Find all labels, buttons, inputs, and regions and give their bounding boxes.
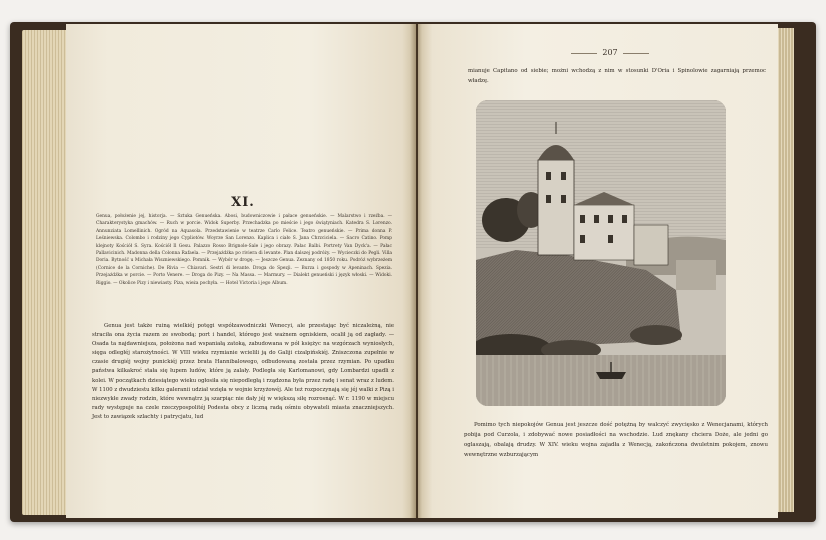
building-window-2 [594, 215, 599, 223]
building-window-6 [608, 235, 613, 243]
chapter-summary: Genua, położenie jej, historja. — Sztuka Genueńska. Abosi, budowniczowie i pałace genueńskie. — Malarstwo i rzeźba. — Charakterystyka gmachów. — Ruch w porcie. Widok Superby. Przechadzka po mieście i jego świątyniach. Katedra S. Lorenzo. Annunziata Lomellinich. Ogród na Aquasola. Przedstawienie w teatrze Carlo Felice. Teatro genueńskie. — Prima donna P. Leśniewska. Colombo i rodziny jego Cypliotów. Woyrze San Lorenzo. Kaplica i ciało S. Jana Chrzciciela. — Sacro Catino. Pomp klejnoty Kościół S. Syra. Kościół Il Gesu. Palazzo Rosso Brignole-Sale i jego obrazy. Pałac Balbi. Portrety Van Dyck'a. — Pałac Pallavicinich. Madonna della Colonna Rafaela. — Przejażdżka po riviera di levante. Plan dalszej podróży. — Wycieczki do Pegli. Villa Doria. Bytność u Michała Wiszniewskiego. Pomnik. — Wybór w drogę. — Jeszcze Genua. Zeznany od 1850 roku. Podróż wybrzeżem (Cornice de la Corniche). De Rivia — Chiavari. Sestri di levante. Droga do Spezji. — Burza i gospody w Apeninach. Spezia. Przejażdżka w porcie. — Porto Venere. — Droga do Pizy. — Na Massa. — Marmury. — Dialekt genueński i język włoski. — Widoki. Riggio. — Okolice Pizy i niewiasty. Piza, wieża pochyła. — Hotel Victoria i jego Album. [96, 214, 392, 286]
page-edges-left [22, 30, 70, 515]
header-rule-right [623, 53, 649, 54]
book-gutter [410, 24, 422, 518]
tower [538, 160, 574, 255]
building-window-3 [608, 215, 613, 223]
right-top-text: mianuje Capitano od siebie; możni wchodzą z nim w stosunki D'Oria i Spinolowie zagarniają przemoc władzę. [468, 68, 766, 84]
left-body-text: Genua jest także ruiną wielkiéj potęgi współzawodniczki Wenecyi, ale przestając być niczależną, nie straciła ona życia razem ze swobodą; port i handel, którego jest ważnem ogniskiem, ocalił ją od zagłady. — Osada ta najdawniejsza, położona nad wspaniałą zatoką, zabudowana w pół księżyc na wzgórzach wyniosłych, sięga odległéj starożytności. W VIII wieku rzymianie wcielili ją do Galiji cizalpińskiéj. Zniszczona zupełnie w czasie drugiéj wojny punickiéj przez brata Hannibalowego, odbudowaną została przez rzymian. Po upadku państwa kilkakroć stała się łupem ludów, które ją zalały. Podległa się Karlomanowi, gdy Lombardzi upadli z kolei. W początkach dziesiątego wieku ogłosiła się niepodległą i rządzona była przez radę i senat wraz z ludem. W 1100 z dwudziestu kilku galeranii udział wzięła w wojnie krzyżowéj. Ale też rozpoczynają się jéj walki z Pizą i niezwykłe zwady rodzin, które wewnątrz ją szarpiąc nie dały jéj w większą siłę rozrosnąć. W r. 1190 w miejscu rady występuje na czele rzeczypospolitéj Podesta obcy z liczną radą ośmiu obywateli miasta znaczniejszych. Jest to zawiązek szlachty i patrycjatu, lud [92, 323, 394, 420]
building-main [574, 205, 634, 260]
distant-town [676, 260, 716, 290]
rock-right [630, 325, 682, 345]
tower-window-2 [561, 172, 566, 180]
tower-window-3 [546, 195, 551, 203]
building-window-4 [622, 215, 627, 223]
rowboat [596, 372, 626, 379]
building-side [634, 225, 668, 265]
chapter-title: XI. [231, 195, 255, 210]
tower-window-1 [546, 172, 551, 180]
page-number [560, 48, 660, 57]
header-rule-left [571, 53, 597, 54]
page-number-text: 207 [602, 48, 618, 57]
right-bottom-text: Pomimo tych niepokojów Genua jest jeszcze dość potężną by walczyć zwycięsko z Wenecjanami, których pobija pod Curzola, i zdobywać nowe posiadłości na wschodzie. Lud znękany chciera Doże, ale jedni go oglaszają, obalają drudzy. W XIV. wieku wojna zajadła z Wenecją, zakończona dwuletnim pokojem, znowu wewnętrzne wzburzającym [464, 422, 768, 458]
building-window-5 [580, 235, 585, 243]
engraving-illustration [476, 100, 726, 406]
building-window-1 [580, 215, 585, 223]
water-ripples [476, 355, 726, 406]
tower-window-4 [561, 195, 566, 203]
engraving-svg [476, 100, 726, 406]
